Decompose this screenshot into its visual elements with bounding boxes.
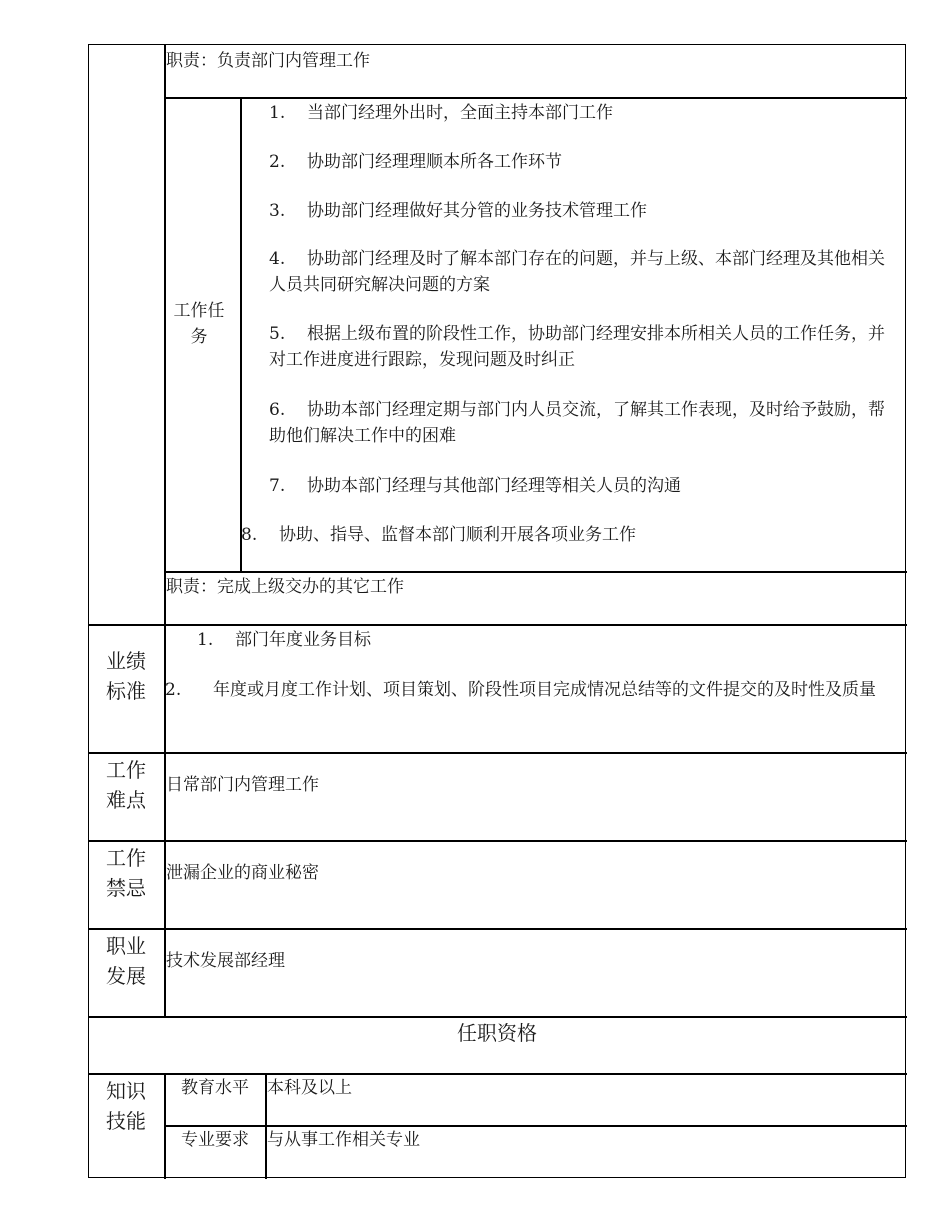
- rule-tasks-bottom: [165, 571, 907, 573]
- task-item: [269, 473, 889, 499]
- rule-taboo-bottom: [89, 928, 907, 930]
- task-number: 4.: [269, 249, 286, 269]
- task-item: [269, 149, 889, 175]
- rule-task-label-column: [240, 97, 242, 571]
- task-label: 工作任务: [173, 301, 225, 347]
- rule-difficulty-bottom: [89, 840, 907, 842]
- task-text: 根据上级布置的阶段性工作，协助部门经理安排本所相关人员的工作任务，并对工作进度进行跟踪，发现问题及时纠正: [269, 324, 885, 370]
- task-number: 3.: [269, 201, 286, 221]
- major-value: 与从事工作相关专业: [267, 1130, 420, 1150]
- task-text: 协助部门经理做好其分管的业务技术管理工作: [307, 201, 647, 221]
- task-item: [241, 522, 891, 548]
- career-text: 技术发展部经理: [166, 951, 285, 971]
- task-number: 5.: [269, 324, 286, 344]
- major-key: 专业要求: [181, 1130, 249, 1150]
- duty-2-text: 职责：完成上级交办的其它工作: [166, 577, 404, 597]
- duty-1-text: 职责：负责部门内管理工作: [166, 51, 370, 71]
- education-value: 本科及以上: [267, 1078, 352, 1098]
- task-number: 8.: [241, 525, 258, 545]
- task-number: 6.: [269, 400, 286, 420]
- performance-item: [165, 677, 885, 703]
- task-text: 协助本部门经理定期与部门内人员交流，了解其工作表现，及时给予鼓励，帮助他们解决工作中的困难: [269, 400, 885, 446]
- rule-performance-bottom: [89, 752, 907, 754]
- task-text: 协助部门经理及时了解本部门存在的问题，并与上级、本部门经理及其他相关人员共同研究解决问题的方案: [269, 249, 885, 295]
- performance-number: 2.: [165, 680, 182, 700]
- task-text: 协助部门经理理顺本所各工作环节: [307, 152, 562, 172]
- difficulty-label: 工作难点: [106, 758, 146, 812]
- task-number: 1.: [269, 103, 286, 123]
- task-number: 7.: [269, 476, 286, 496]
- task-item: [269, 198, 889, 224]
- knowledge-skills-label: 知识技能: [106, 1079, 146, 1133]
- qualification-title: 任职资格: [457, 1021, 537, 1045]
- taboo-text: 泄漏企业的商业秘密: [166, 863, 319, 883]
- task-item: [269, 100, 889, 126]
- rule-duty-section-bottom: [89, 624, 907, 626]
- performance-number: 1.: [197, 630, 214, 650]
- career-label: 职业发展: [106, 934, 146, 988]
- task-item: [269, 321, 889, 373]
- performance-label: 业绩标准: [106, 649, 146, 703]
- task-text: 协助本部门经理与其他部门经理等相关人员的沟通: [307, 476, 681, 496]
- task-number: 2.: [269, 152, 286, 172]
- education-key: 教育水平: [181, 1078, 249, 1098]
- rule-label-column-lower: [164, 1073, 166, 1179]
- task-item: [269, 397, 889, 449]
- job-description-table: [88, 44, 906, 1178]
- performance-text: 年度或月度工作计划、项目策划、阶段性项目完成情况总结等的文件提交的及时性及质量: [213, 680, 876, 700]
- task-item: [269, 246, 889, 298]
- difficulty-text: 日常部门内管理工作: [166, 775, 319, 795]
- performance-text: 部门年度业务目标: [235, 630, 371, 650]
- performance-item: [197, 627, 887, 653]
- taboo-label: 工作禁忌: [106, 846, 146, 900]
- rule-duty1-bottom: [165, 97, 907, 99]
- task-text: 当部门经理外出时，全面主持本部门工作: [307, 103, 613, 123]
- task-text: 协助、指导、监督本部门顺利开展各项业务工作: [279, 525, 636, 545]
